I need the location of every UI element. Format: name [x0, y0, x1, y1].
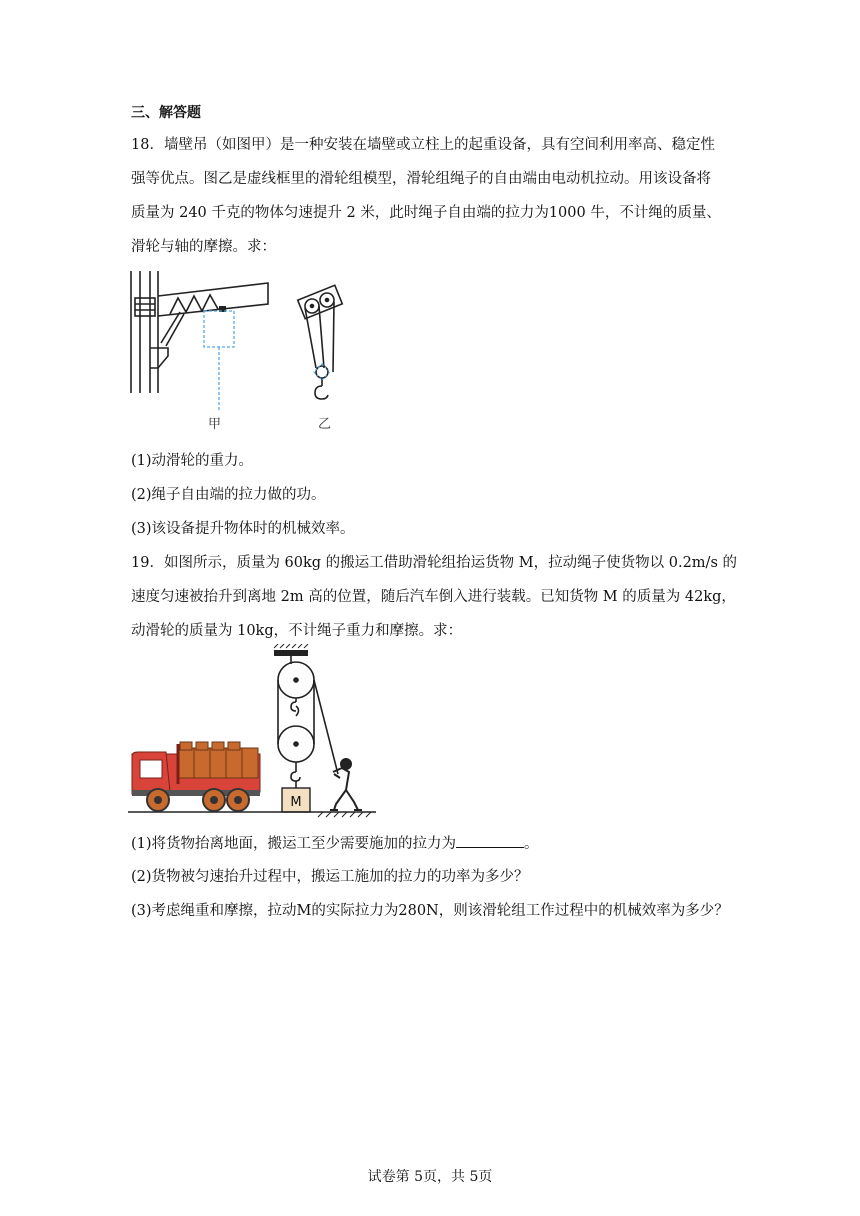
q19-part-1: [131, 833, 539, 854]
figure-label-jia: 甲: [208, 417, 222, 432]
q18-line-1: 18．墙壁吊（如图甲）是一种安装在墙壁或立柱上的起重设备，具有空间利用率高、稳定性: [131, 137, 715, 153]
box-label-m: M: [290, 795, 302, 810]
q18-part-1: (1)动滑轮的重力。: [131, 453, 254, 469]
q18-part-2: (2)绳子自由端的拉力做的功。: [131, 487, 326, 503]
q18-figure: [128, 268, 358, 436]
q18-line-4: 滑轮与轴的摩擦。求：: [131, 239, 276, 255]
q19-part-1-prefix: (1)将货物抬离地面，搬运工至少需要施加的拉力为: [131, 836, 457, 852]
q18-part-3: (3)该设备提升物体时的机械效率。: [131, 521, 355, 537]
worker: [330, 759, 362, 810]
q19-figure: [128, 644, 378, 822]
figure-label-yi: 乙: [318, 417, 332, 432]
q19-line-2: 速度匀速被抬升到离地 2m 高的位置，随后汽车倒入进行装载。已知货物 M 的质量为 42kg，: [131, 589, 736, 605]
page-footer: 试卷第 5页，共 5页: [367, 1169, 493, 1185]
q18-line-2: 强等优点。图乙是虚线框里的滑轮组模型，滑轮组绳子的自由端由电动机拉动。用该设备将: [131, 171, 711, 187]
q19-line-1: 19．如图所示，质量为 60kg 的搬运工借助滑轮组抬运货物 M，拉动绳子使货物以 0.2m/s 的: [131, 555, 737, 571]
q19-part-3: (3)考虑绳重和摩擦，拉动M的实际拉力为280N，则该滑轮组工作过程中的机械效率为多少？: [131, 903, 729, 919]
q19-part-2: (2)货物被匀速抬升过程中，搬运工施加的拉力的功率为多少？: [131, 869, 529, 885]
section-title: 三、解答题: [131, 105, 201, 121]
q19-line-3: 动滑轮的质量为 10kg，不计绳子重力和摩擦。求：: [131, 623, 463, 639]
q19-part-1-suffix: 。: [524, 836, 539, 852]
q18-line-3: 质量为 240 千克的物体匀速提升 2 米，此时绳子自由端的拉力为1000 牛，不计绳的质量、: [131, 205, 721, 221]
answer-blank: [456, 833, 524, 848]
truck: [132, 742, 260, 811]
